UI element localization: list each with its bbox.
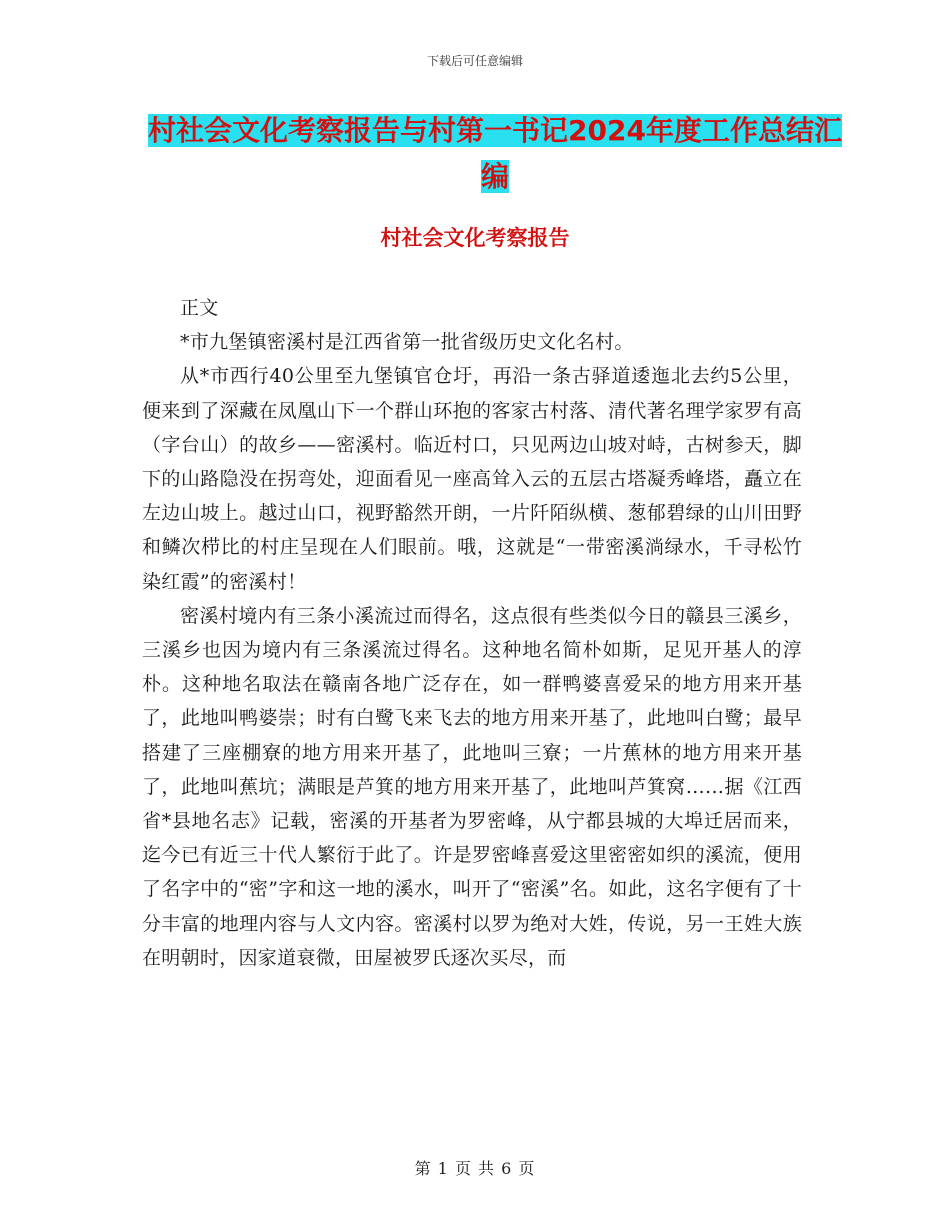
document-title xyxy=(140,108,850,200)
paragraph: 从*市西行40公里至九堡镇官仓圩，再沿一条古驿道逶迤北去约5公里，便来到了深藏在凤凰山下一个群山环抱的客家古村落、清代著名理学家罗有高（字台山）的故乡——密溪村。临近村口，只见两边山坡对峙，古树参天，脚下的山路隐没在拐弯处，迎面看见一座高耸入云的五层古塔凝秀峰塔，矗立在左边山坡上。越过山口，视野豁然开朗，一片阡陌纵横、葱郁碧绿的山川田野和鳞次栉比的村庄呈现在人们眼前。哦，这就是“一带密溪淌绿水，千寻松竹染红霞”的密溪村！ xyxy=(142,365,802,593)
document-body xyxy=(142,291,802,975)
header-note: 下载后可任意编辑 xyxy=(426,54,523,68)
paragraph: 正文 xyxy=(180,297,219,319)
page-number: 第 1 页 共 6 页 xyxy=(414,1159,536,1178)
section-title: 村社会文化考察报告 xyxy=(380,226,570,250)
paragraph: 密溪村境内有三条小溪流过而得名，这点很有些类似今日的赣县三溪乡，三溪乡也因为境内有三条溪流过得名。这种地名简朴如斯，足见开基人的淳朴。这种地名取法在赣南各地广泛存在，如一群鸭婆喜爱呆的地方用来开基了，此地叫鸭婆崇；时有白鹭飞来飞去的地方用来开基了，此地叫白鹭；最早搭建了三座棚寮的地方用来开基了，此地叫三寮；一片蕉林的地方用来开基了，此地叫蕉坑；满眼是芦箕的地方用来开基了，此地叫芦箕窝……据《江西省*县地名志》记载，密溪的开基者为罗密峰，从宁都县城的大埠迁居而来，迄今已有近三十代人繁衍于此了。许是罗密峰喜爱这里密密如织的溪流，便用了名字中的“密”字和这一地的溪水，叫开了“密溪”名。如此，这名字便有了十分丰富的地理内容与人文内容。密溪村以罗为绝对大姓，传说，另一王姓大族在明朝时，因家道衰微，田屋被罗氏逐次买尽，而 xyxy=(142,604,802,969)
paragraph: *市九堡镇密溪村是江西省第一批省级历史文化名村。 xyxy=(180,331,634,354)
document-title-text: 村社会文化考察报告与村第一书记2024年度工作总结汇编 xyxy=(148,114,842,193)
